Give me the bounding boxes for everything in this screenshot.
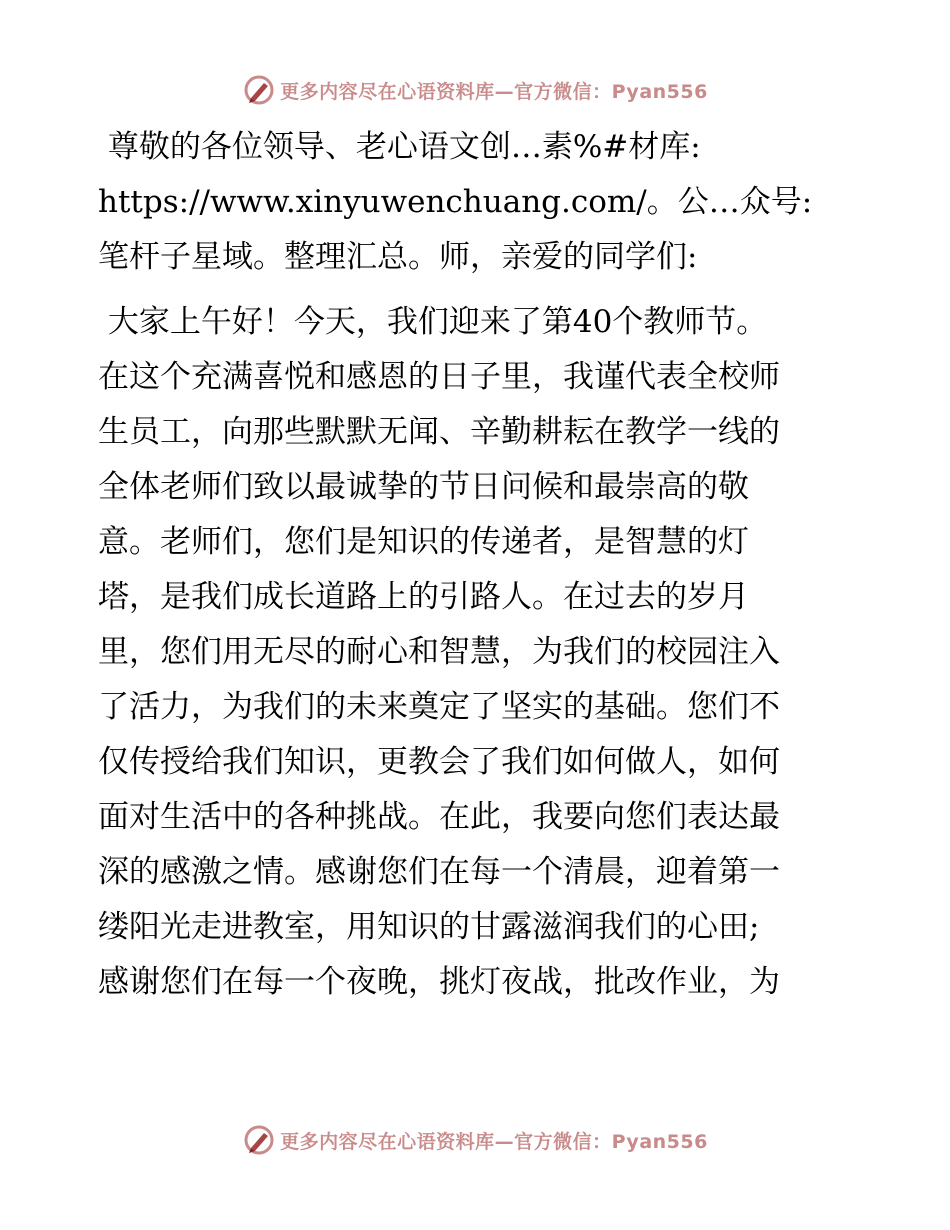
text-line: 感谢您们在每一个夜晚，挑灯夜战，批改作业，为 bbox=[98, 964, 780, 1000]
text-line: 笔杆子星域。整理汇总。师，亲爱的同学们: bbox=[98, 239, 698, 275]
footer-banner-text: 更多内容尽在心语资料库—官方微信：Pyan556 bbox=[280, 1130, 708, 1153]
text-line: 里，您们用无尽的耐心和智慧，为我们的校园注入 bbox=[98, 634, 780, 670]
paragraph-gap bbox=[98, 285, 858, 295]
header-banner-text: 更多内容尽在心语资料库—官方微信：Pyan556 bbox=[280, 80, 708, 103]
text-line: 仅传授给我们知识，更教会了我们如何做人，如何 bbox=[98, 744, 780, 780]
text-line: 塔，是我们成长道路上的引路人。在过去的岁月 bbox=[98, 579, 749, 615]
text-line: 意。老师们，您们是知识的传递者，是智慧的灯 bbox=[98, 524, 749, 560]
text-line: 缕阳光走进教室，用知识的甘露滋润我们的心田; bbox=[98, 909, 760, 945]
text-line: 面对生活中的各种挑战。在此，我要向您们表达最 bbox=[98, 799, 780, 835]
text-line: 深的感激之情。感谢您们在每一个清晨，迎着第一 bbox=[98, 854, 780, 890]
text-line: 尊敬的各位领导、老心语文创…素%#材库: bbox=[98, 129, 701, 165]
paragraph-2 bbox=[98, 295, 858, 1010]
pen-circle-logo-icon bbox=[242, 73, 276, 107]
text-line: https://www.xinyuwenchuang.com/。公…众号: bbox=[98, 184, 813, 220]
text-line: 全体老师们致以最诚挚的节日问候和最崇高的敬 bbox=[98, 469, 749, 505]
pen-circle-logo-icon bbox=[242, 1123, 276, 1157]
footer-banner bbox=[0, 1120, 950, 1160]
text-line: 了活力，为我们的未来奠定了坚实的基础。您们不 bbox=[98, 689, 780, 725]
header-banner bbox=[0, 70, 950, 110]
text-line: 在这个充满喜悦和感恩的日子里，我谨代表全校师 bbox=[98, 359, 780, 395]
paragraph-1 bbox=[98, 120, 858, 285]
text-line: 大家上午好！今天，我们迎来了第40个教师节。 bbox=[98, 304, 768, 340]
document-body bbox=[98, 120, 858, 1010]
text-line: 生员工，向那些默默无闻、辛勤耕耘在教学一线的 bbox=[98, 414, 780, 450]
